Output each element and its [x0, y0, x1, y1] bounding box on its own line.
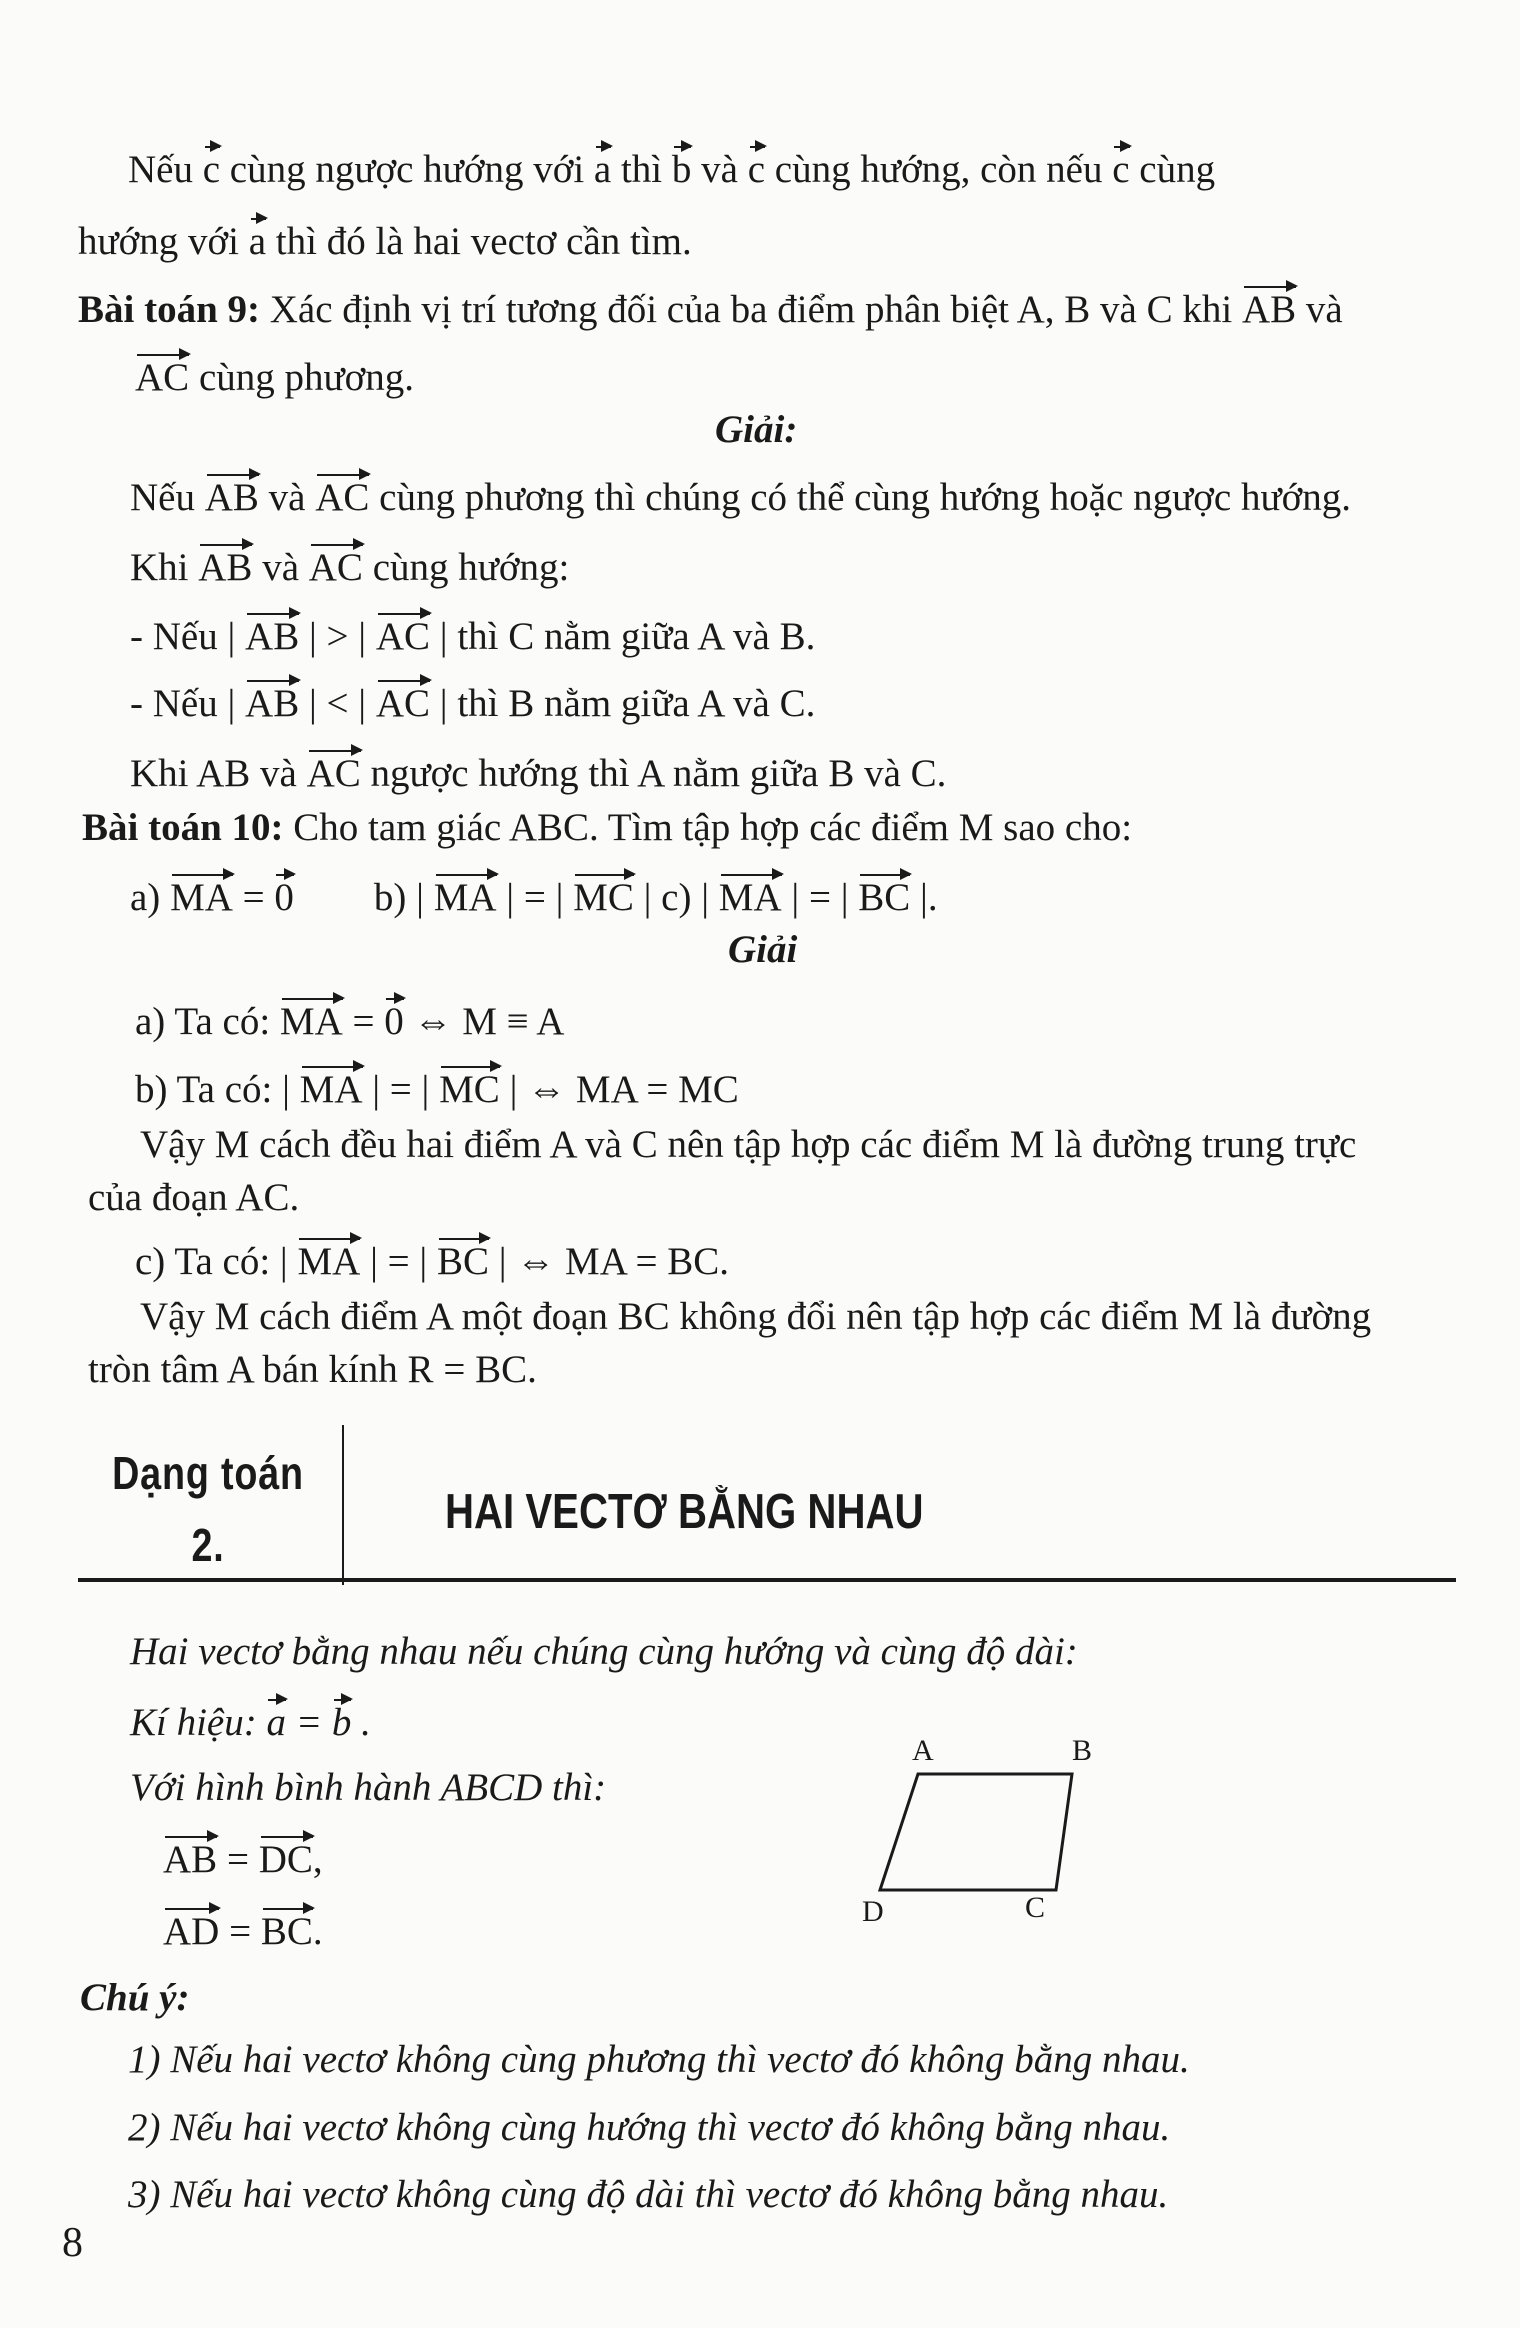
text-line: AD = BC.	[163, 1910, 323, 1953]
problem-9-statement: Bài toán 9: Xác định vị trí tương đối của ba điểm phân biệt A, B và C khi AB và	[78, 288, 1343, 331]
note-heading: Chú ý:	[80, 1976, 190, 2019]
section-number: 2.	[191, 1519, 225, 1571]
text-line: Vậy M cách đều hai điểm A và C nên tập hợp các điểm M là đường trung trực	[140, 1123, 1357, 1166]
problem-10-statement: Bài toán 10: Cho tam giác ABC. Tìm tập hợp các điểm M sao cho:	[82, 806, 1133, 849]
parallelogram-figure	[860, 1740, 1100, 1920]
text-line: - Nếu | AB | < | AC | thì B nằm giữa A và C.	[130, 682, 816, 725]
text-line: Nếu AB và AC cùng phương thì chúng có thể cùng hướng hoặc ngược hướng.	[130, 476, 1351, 519]
text-line: - Nếu | AB | > | AC | thì C nằm giữa A và B.	[130, 615, 816, 658]
parallelogram-shape	[880, 1774, 1072, 1890]
vertex-label-d: D	[862, 1895, 884, 1928]
vertex-label-a: A	[912, 1734, 934, 1767]
note-item: 3) Nếu hai vectơ không cùng độ dài thì vectơ đó không bằng nhau.	[128, 2173, 1169, 2216]
solution-heading: Giải:	[715, 408, 798, 451]
vertex-label-b: B	[1072, 1734, 1093, 1767]
text-line: c) Ta có: | MA | = | BC | ⇔ MA = BC.	[135, 1240, 729, 1283]
divider	[78, 1578, 1456, 1582]
text-line: Khi AB và AC cùng hướng:	[130, 546, 570, 589]
page-number: 8	[62, 2220, 83, 2266]
text-line: Kí hiệu: a = b .	[130, 1701, 371, 1744]
text-line: Với hình bình hành ABCD thì:	[130, 1766, 607, 1809]
note-item: 2) Nếu hai vectơ không cùng hướng thì vectơ đó không bằng nhau.	[128, 2106, 1171, 2149]
text-line: Hai vectơ bằng nhau nếu chúng cùng hướng và cùng độ dài:	[130, 1630, 1078, 1673]
text-line: Khi AB và AC ngược hướng thì A nằm giữa B và C.	[130, 752, 947, 795]
solution-heading: Giải	[728, 928, 798, 971]
text-line: của đoạn AC.	[88, 1176, 300, 1219]
text-line: hướng với a thì đó là hai vectơ cần tìm.	[78, 220, 692, 263]
note-item: 1) Nếu hai vectơ không cùng phương thì vectơ đó không bằng nhau.	[128, 2038, 1190, 2081]
text-line: a) Ta có: MA = 0 ⇔ M ≡ A	[135, 1000, 565, 1043]
section-label-box	[78, 1432, 346, 1582]
section-label: Dạng toán	[112, 1447, 304, 1499]
text-line: a) MA = 0 b) | MA | = | MC | c) | MA | = | BC |.	[130, 876, 938, 919]
divider	[342, 1425, 344, 1585]
text-line: AB = DC,	[163, 1838, 323, 1881]
vertex-label-c: C	[1025, 1891, 1046, 1924]
text-line: AC cùng phương.	[135, 356, 415, 399]
section-title: HAI VECTƠ BẰNG NHAU	[445, 1485, 924, 1539]
text-line: Nếu c cùng ngược hướng với a thì b và c cùng hướng, còn nếu c cùng	[128, 148, 1216, 191]
text-line: tròn tâm A bán kính R = BC.	[88, 1348, 537, 1391]
text-line: Vậy M cách điểm A một đoạn BC không đổi nên tập hợp các điểm M là đường	[140, 1295, 1372, 1338]
text-line: b) Ta có: | MA | = | MC | ⇔ MA = MC	[135, 1068, 739, 1111]
